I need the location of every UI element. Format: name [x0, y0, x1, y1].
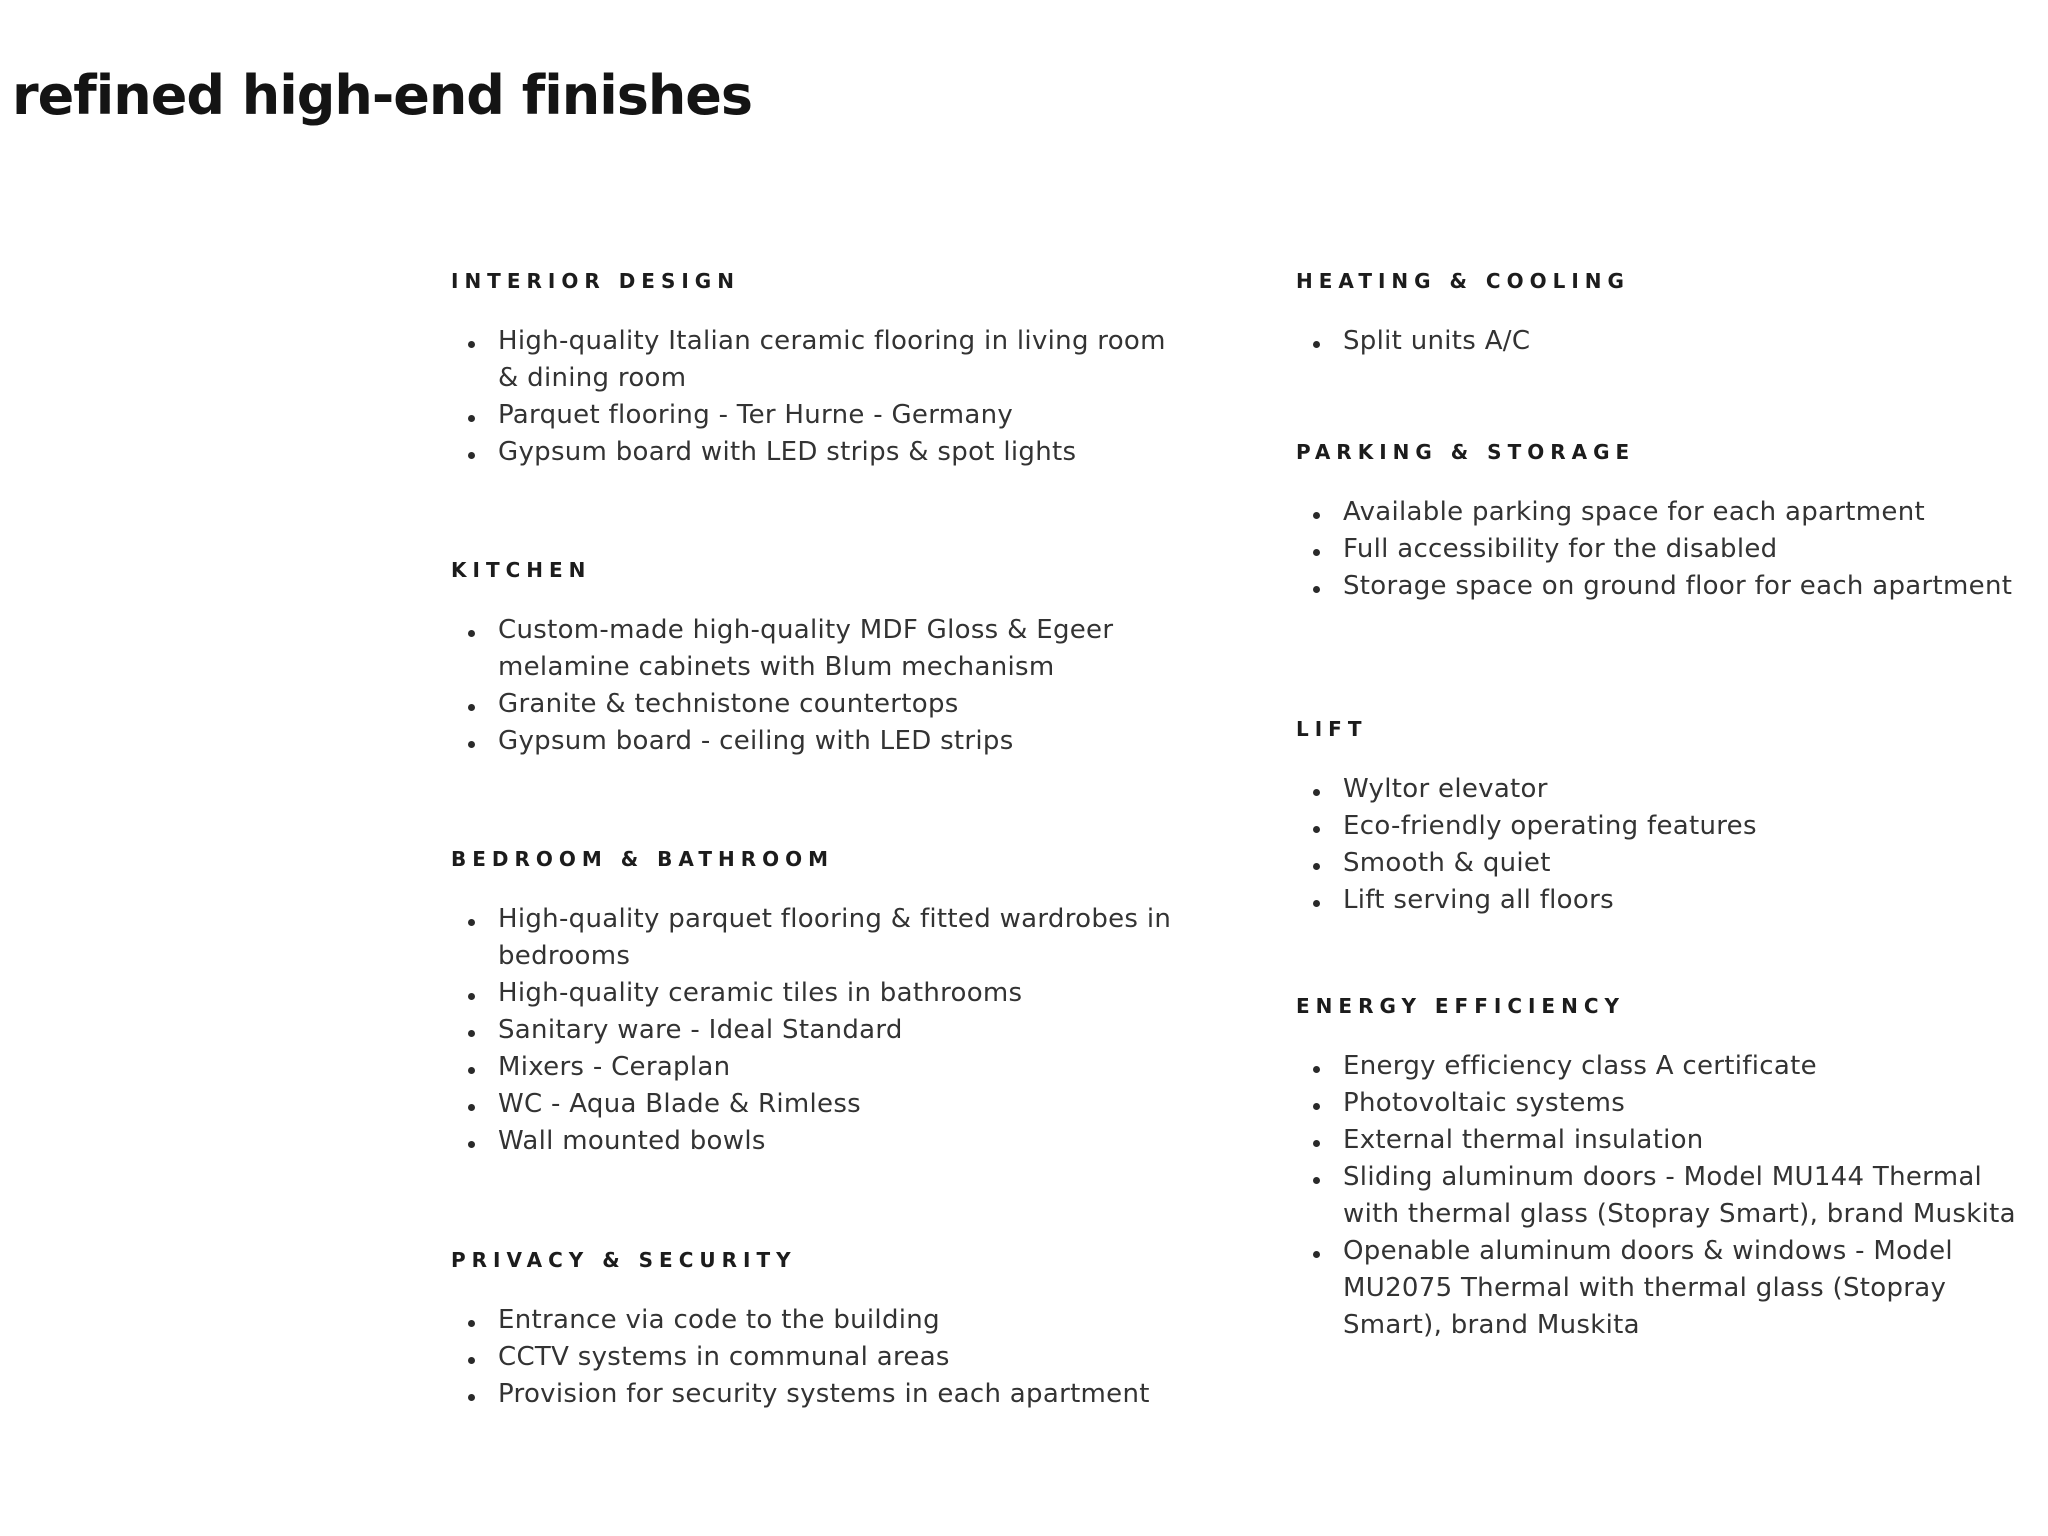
list-item-text: Sliding aluminum doors - Model MU144 Thermal with thermal glass (Stopray Smart), brand Muskita [1343, 1162, 2016, 1229]
list-item [451, 723, 1191, 760]
list-item-text: Parquet flooring - Ter Hurne - Germany [498, 400, 1014, 430]
list-item [1296, 1085, 2036, 1122]
section-interior-design [451, 268, 1191, 557]
list-item [1296, 531, 2036, 568]
bullet-icon [468, 1320, 475, 1327]
bullet-icon [468, 1394, 475, 1401]
privacy-security-list [451, 1302, 1191, 1413]
list-item-text: Full accessibility for the disabled [1343, 534, 1778, 564]
list-item-text: Provision for security systems in each apartment [498, 1379, 1150, 1409]
bullet-icon [1313, 1251, 1320, 1258]
list-item [1296, 494, 2036, 531]
bullet-icon [1313, 1177, 1320, 1184]
list-item [1296, 568, 2036, 605]
page-title: refined high-end finishes [12, 64, 753, 127]
list-item [451, 1012, 1191, 1049]
bullet-icon [1313, 789, 1320, 796]
list-item [1296, 845, 2036, 882]
parking-storage-list [1296, 494, 2036, 605]
list-item [451, 1302, 1191, 1339]
section-title-heating-cooling: HEATING & COOLING [1296, 269, 1630, 293]
list-item-text: High-quality parquet flooring & fitted wardrobes in bedrooms [498, 904, 1172, 971]
section-bedroom-bathroom [451, 846, 1191, 1247]
list-item-text: Gypsum board with LED strips & spot lights [498, 437, 1077, 467]
section-title-interior-design: INTERIOR DESIGN [451, 269, 740, 293]
bullet-icon [468, 415, 475, 422]
bullet-icon [1313, 512, 1320, 519]
section-title-lift: LIFT [1296, 717, 1368, 741]
interior-design-list [451, 323, 1191, 471]
section-heating-cooling [1296, 268, 2036, 439]
bullet-icon [468, 1030, 475, 1037]
list-item-text: Custom-made high-quality MDF Gloss & Egeer melamine cabinets with Blum mechanism [498, 615, 1114, 682]
list-item [451, 1376, 1191, 1413]
bullet-icon [1313, 549, 1320, 556]
section-title-parking-storage: PARKING & STORAGE [1296, 440, 1636, 464]
section-privacy-security [451, 1247, 1191, 1413]
list-item [1296, 1233, 2036, 1344]
list-item [1296, 323, 2036, 360]
list-item-text: Gypsum board - ceiling with LED strips [498, 726, 1014, 756]
list-item-text: Photovoltaic systems [1343, 1088, 1626, 1118]
bullet-icon [1313, 900, 1320, 907]
bullet-icon [468, 1104, 475, 1111]
lift-list [1296, 771, 2036, 919]
list-item [1296, 1048, 2036, 1085]
list-item-text: WC - Aqua Blade & Rimless [498, 1089, 862, 1119]
list-item [451, 975, 1191, 1012]
list-item-text: Lift serving all floors [1343, 885, 1614, 915]
list-item [1296, 808, 2036, 845]
bullet-icon [1313, 1066, 1320, 1073]
bullet-icon [1313, 341, 1320, 348]
bullet-icon [468, 741, 475, 748]
list-item [451, 1123, 1191, 1160]
section-title-privacy-security: PRIVACY & SECURITY [451, 1248, 797, 1272]
bullet-icon [1313, 586, 1320, 593]
section-parking-storage [1296, 439, 2036, 716]
bedroom-bathroom-list [451, 901, 1191, 1160]
list-item [451, 612, 1191, 686]
section-title-kitchen: KITCHEN [451, 558, 592, 582]
list-item-text: CCTV systems in communal areas [498, 1342, 950, 1372]
bullet-icon [1313, 1140, 1320, 1147]
list-item-text: External thermal insulation [1343, 1125, 1704, 1155]
heating-cooling-list [1296, 323, 2036, 360]
list-item-text: Wall mounted bowls [498, 1126, 766, 1156]
left-column [451, 268, 1191, 1413]
section-title-energy-efficiency: ENERGY EFFICIENCY [1296, 994, 1625, 1018]
list-item [451, 1086, 1191, 1123]
list-item-text: Granite & technistone countertops [498, 689, 959, 719]
list-item-text: Smooth & quiet [1343, 848, 1551, 878]
bullet-icon [468, 704, 475, 711]
list-item-text: High-quality ceramic tiles in bathrooms [498, 978, 1023, 1008]
list-item-text: High-quality Italian ceramic flooring in living room & dining room [498, 326, 1166, 393]
list-item-text: Energy efficiency class A certificate [1343, 1051, 1817, 1081]
list-item-text: Storage space on ground floor for each apartment [1343, 571, 2013, 601]
section-lift [1296, 716, 2036, 993]
list-item [451, 686, 1191, 723]
list-item-text: Mixers - Ceraplan [498, 1052, 731, 1082]
list-item [451, 1049, 1191, 1086]
list-item [451, 901, 1191, 975]
right-column [1296, 268, 2036, 1344]
list-item [451, 323, 1191, 397]
list-item [1296, 882, 2036, 919]
bullet-icon [1313, 826, 1320, 833]
list-item [1296, 1122, 2036, 1159]
bullet-icon [1313, 1103, 1320, 1110]
bullet-icon [1313, 863, 1320, 870]
section-energy-efficiency [1296, 993, 2036, 1344]
bullet-icon [468, 993, 475, 1000]
bullet-icon [468, 452, 475, 459]
energy-efficiency-list [1296, 1048, 2036, 1344]
list-item [451, 397, 1191, 434]
bullet-icon [468, 341, 475, 348]
list-item [451, 434, 1191, 471]
list-item [1296, 1159, 2036, 1233]
list-item-text: Sanitary ware - Ideal Standard [498, 1015, 903, 1045]
section-kitchen [451, 557, 1191, 846]
list-item-text: Wyltor elevator [1343, 774, 1548, 804]
bullet-icon [468, 1067, 475, 1074]
bullet-icon [468, 919, 475, 926]
bullet-icon [468, 630, 475, 637]
list-item-text: Eco-friendly operating features [1343, 811, 1757, 841]
list-item-text: Openable aluminum doors & windows - Model MU2075 Thermal with thermal glass (Stopray Smart), brand Muskita [1343, 1236, 1953, 1340]
list-item-text: Available parking space for each apartment [1343, 497, 1925, 527]
section-title-bedroom-bathroom: BEDROOM & BATHROOM [451, 847, 835, 871]
bullet-icon [468, 1357, 475, 1364]
list-item [451, 1339, 1191, 1376]
list-item-text: Split units A/C [1343, 326, 1531, 356]
kitchen-list [451, 612, 1191, 760]
list-item [1296, 771, 2036, 808]
bullet-icon [468, 1141, 475, 1148]
list-item-text: Entrance via code to the building [498, 1305, 940, 1335]
